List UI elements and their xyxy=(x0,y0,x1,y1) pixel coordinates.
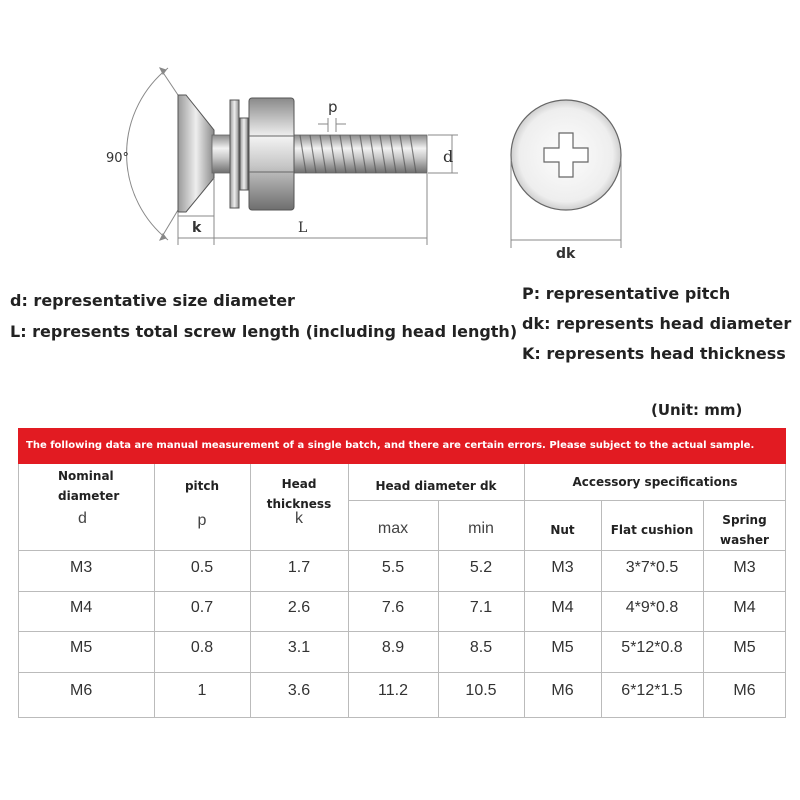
cell-k: 3.6 xyxy=(287,682,311,699)
cell-k: 3.1 xyxy=(287,639,311,656)
row-divider xyxy=(348,500,785,501)
symbol-k: k xyxy=(295,510,303,527)
cell-nut: M6 xyxy=(551,682,574,699)
cell-p: 1 xyxy=(197,682,207,699)
cell-flat-cushion: 3*7*0.5 xyxy=(625,559,679,576)
screw-head xyxy=(178,95,214,212)
header-head-thickness: Head thickness xyxy=(266,477,332,511)
legend-L: L: represents total screw length (including head length) xyxy=(10,322,518,341)
cell-max: 11.2 xyxy=(378,682,408,699)
header-spring-line2: washer xyxy=(720,533,769,547)
cell-min: 7.1 xyxy=(469,599,493,616)
cell-nut: M5 xyxy=(551,639,574,656)
legend-K: K: represents head thickness xyxy=(522,344,786,363)
cell-max: 5.5 xyxy=(381,559,405,576)
header-flat-cushion: Flat cushion xyxy=(610,523,694,537)
cell-k: 1.7 xyxy=(287,559,311,576)
length-label: L xyxy=(298,220,308,236)
cell-spring-washer: M6 xyxy=(733,682,756,699)
symbol-d: d xyxy=(78,510,87,527)
header-head-diameter: Head diameter dk xyxy=(375,479,497,493)
angle-dimension xyxy=(127,68,178,240)
cell-max: 8.9 xyxy=(381,639,405,656)
pitch-label: p xyxy=(328,98,338,116)
cell-flat-cushion: 4*9*0.8 xyxy=(625,599,679,616)
cell-d: M5 xyxy=(70,639,93,656)
cell-max: 7.6 xyxy=(381,599,405,616)
flat-washer xyxy=(230,100,239,208)
header-nominal-line1: Nominal xyxy=(58,469,114,483)
legend-dk: dk: represents head diameter xyxy=(522,314,792,333)
pitch-dimension xyxy=(318,118,346,132)
angle-label: 90° xyxy=(106,151,130,166)
spring-washer xyxy=(240,118,248,190)
legend-P: P: representative pitch xyxy=(522,284,731,303)
cell-spring-washer: M4 xyxy=(733,599,756,616)
cell-spring-washer: M3 xyxy=(733,559,756,576)
screw-technical-drawing xyxy=(0,0,800,265)
legend-d: d: representative size diameter xyxy=(10,291,295,310)
table-border xyxy=(18,717,786,718)
cell-spring-washer: M5 xyxy=(733,639,756,656)
cell-flat-cushion: 5*12*0.8 xyxy=(621,639,683,656)
table-banner: The following data are manual measurement of a single batch, and there are certain errors. Please subject to the actual sample. xyxy=(18,428,786,464)
cell-p: 0.5 xyxy=(190,559,214,576)
cell-min: 5.2 xyxy=(469,559,493,576)
header-nut: Nut xyxy=(550,523,575,537)
hex-nut xyxy=(249,98,294,210)
symbol-min: min xyxy=(468,520,494,537)
header-nominal-line2: diameter xyxy=(58,489,120,503)
cell-d: M3 xyxy=(70,559,93,576)
spec-table xyxy=(18,428,786,718)
cell-p: 0.8 xyxy=(190,639,214,656)
header-pitch: pitch xyxy=(184,479,220,493)
cell-d: M4 xyxy=(70,599,93,616)
diameter-label: d xyxy=(443,147,454,166)
cell-min: 10.5 xyxy=(465,682,497,699)
cell-p: 0.7 xyxy=(190,599,214,616)
head-top-view xyxy=(511,100,621,210)
cell-k: 2.6 xyxy=(287,599,311,616)
cell-nut: M4 xyxy=(551,599,574,616)
row-divider xyxy=(18,631,786,632)
header-spring-line1: Spring xyxy=(722,513,767,527)
cell-d: M6 xyxy=(70,682,93,699)
unit-label: (Unit: mm) xyxy=(651,401,743,419)
k-label: k xyxy=(192,220,202,236)
header-accessory: Accessory specifications xyxy=(572,475,738,489)
head-diameter-label: dk xyxy=(556,246,576,262)
row-divider xyxy=(18,672,786,673)
cell-nut: M3 xyxy=(551,559,574,576)
cell-flat-cushion: 6*12*1.5 xyxy=(621,682,683,699)
symbol-max: max xyxy=(377,520,409,537)
cell-min: 8.5 xyxy=(469,639,493,656)
row-divider xyxy=(18,550,786,551)
symbol-p: p xyxy=(197,512,207,529)
row-divider xyxy=(18,591,786,592)
